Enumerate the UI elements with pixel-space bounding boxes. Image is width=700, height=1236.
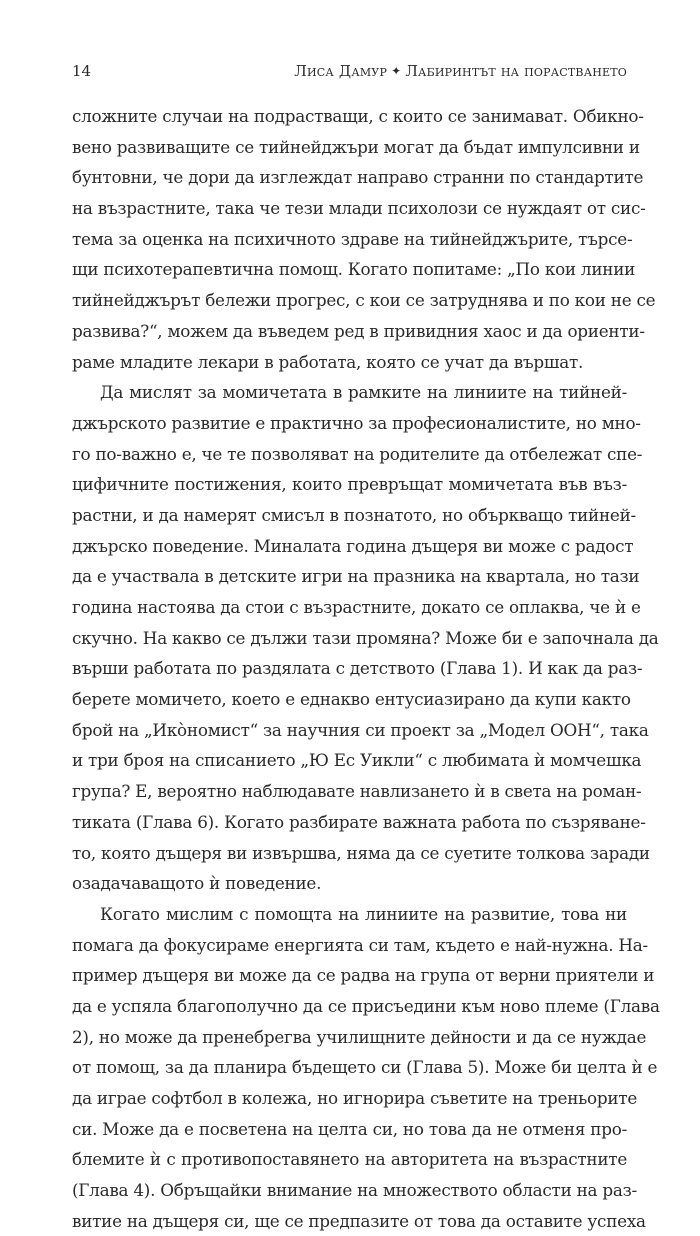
text-line: пример дъщеря ви може да се радва на група от верни приятели и bbox=[72, 965, 655, 986]
ornament-icon: ✦ bbox=[391, 64, 402, 78]
body-text bbox=[72, 101, 660, 1236]
text-line: Да мислят за момичетата в рамките на линиите на тийней- bbox=[100, 382, 627, 403]
text-line: и три броя на списанието „Ю Ес Уикли“ с любимата ѝ момчешка bbox=[72, 750, 642, 771]
page-number: 14 bbox=[72, 62, 92, 80]
text-line: си. Може да е посветена на целта си, но това да не отменя про- bbox=[72, 1118, 627, 1139]
text-line: развива?“, можем да въведем ред в привидния хаос и да ориенти- bbox=[72, 320, 645, 341]
text-line: тиката (Глава 6). Когато разбирате важната работа по съзряване- bbox=[72, 811, 646, 832]
text-line: брой на „Икòномист“ за научния си проект за „Модел ООН“, така bbox=[72, 719, 649, 740]
text-line: тема за оценка на психичното здраве на тийнейджърите, търсе- bbox=[72, 228, 633, 249]
text-line: помага да фокусираме енергията си там, където е най-нужна. На- bbox=[72, 934, 648, 955]
running-header bbox=[72, 62, 627, 84]
text-line: озадачаващото ѝ поведение. bbox=[72, 873, 322, 894]
text-line: витие на дъщеря си, ще се предпазите от това да оставите успеха bbox=[72, 1210, 646, 1231]
text-line: то, която дъщеря ви извършва, няма да се суетите толкова заради bbox=[72, 842, 650, 863]
header-title-group bbox=[294, 62, 627, 80]
text-line: група? Е, вероятно наблюдавате навлизането ѝ в света на роман- bbox=[72, 781, 642, 802]
text-line: (Глава 4). Обръщайки внимание на множеството области на раз- bbox=[72, 1180, 637, 1201]
book-title: Лабиринтът на порастването bbox=[405, 62, 627, 80]
text-line: 2), но може да пренебрегва училищните дейности и да се нуждае bbox=[72, 1026, 647, 1047]
text-line: джърско поведение. Миналата година дъщеря ви може с радост bbox=[72, 535, 634, 556]
text-line: растни, и да намерят смисъл в познатото, но объркващо тийней- bbox=[72, 504, 636, 525]
text-line: върши работата по раздялата с детството (Глава 1). И как да раз- bbox=[72, 658, 643, 679]
text-line: джърското развитие е практично за професионалистите, но мно- bbox=[72, 412, 641, 433]
text-line: го по-важно е, че те позволяват на родителите да отбележат спе- bbox=[72, 443, 643, 464]
text-line: от помощ, за да планира бъдещето си (Глава 5). Може би целта ѝ е bbox=[72, 1057, 658, 1078]
text-line: цифичните постижения, които превръщат момичетата във въз- bbox=[72, 474, 627, 495]
text-line: сложните случаи на подрастващи, с които се занимават. Обикно- bbox=[72, 106, 644, 126]
text-line: блемите ѝ с противопоставянето на авторитета на възрастните bbox=[72, 1149, 627, 1170]
text-line: бунтовни, че дори да изглеждат направо странни по стандартите bbox=[72, 167, 644, 188]
text-line: берете момичето, което е еднакво ентусиазирано да купи както bbox=[72, 689, 631, 710]
text-line: вено развиващите се тийнейджъри могат да бъдат импулсивни и bbox=[72, 136, 640, 157]
text-line: раме младите лекари в работата, която се учат да вършат. bbox=[72, 351, 584, 372]
text-line: да играе софтбол в колежа, но игнорира съветите на треньорите bbox=[72, 1088, 638, 1108]
text-line: щи психотерапевтична помощ. Когато попитаме: „По кои линии bbox=[72, 259, 636, 280]
text-line: тийнейджърът бележи прогрес, с кои се затруднява и по кои не се bbox=[72, 290, 656, 311]
text-line: Когато мислим с помощта на линиите на развитие, това ни bbox=[100, 903, 627, 924]
text-line: скучно. На какво се дължи тази промяна? Може би е започнала да bbox=[72, 627, 659, 648]
text-line: да е участвала в детските игри на празника на квартала, но тази bbox=[72, 566, 640, 587]
text-line: година настоява да стои с възрастните, докато се оплаква, че ѝ е bbox=[72, 597, 641, 617]
text-line: да е успяла благополучно да се присъедини към ново племе (Глава bbox=[72, 995, 660, 1016]
author-name: Лиса Дамур bbox=[294, 62, 388, 80]
text-line: на възрастните, така че тези млади психолози се нуждаят от сис- bbox=[72, 198, 646, 219]
